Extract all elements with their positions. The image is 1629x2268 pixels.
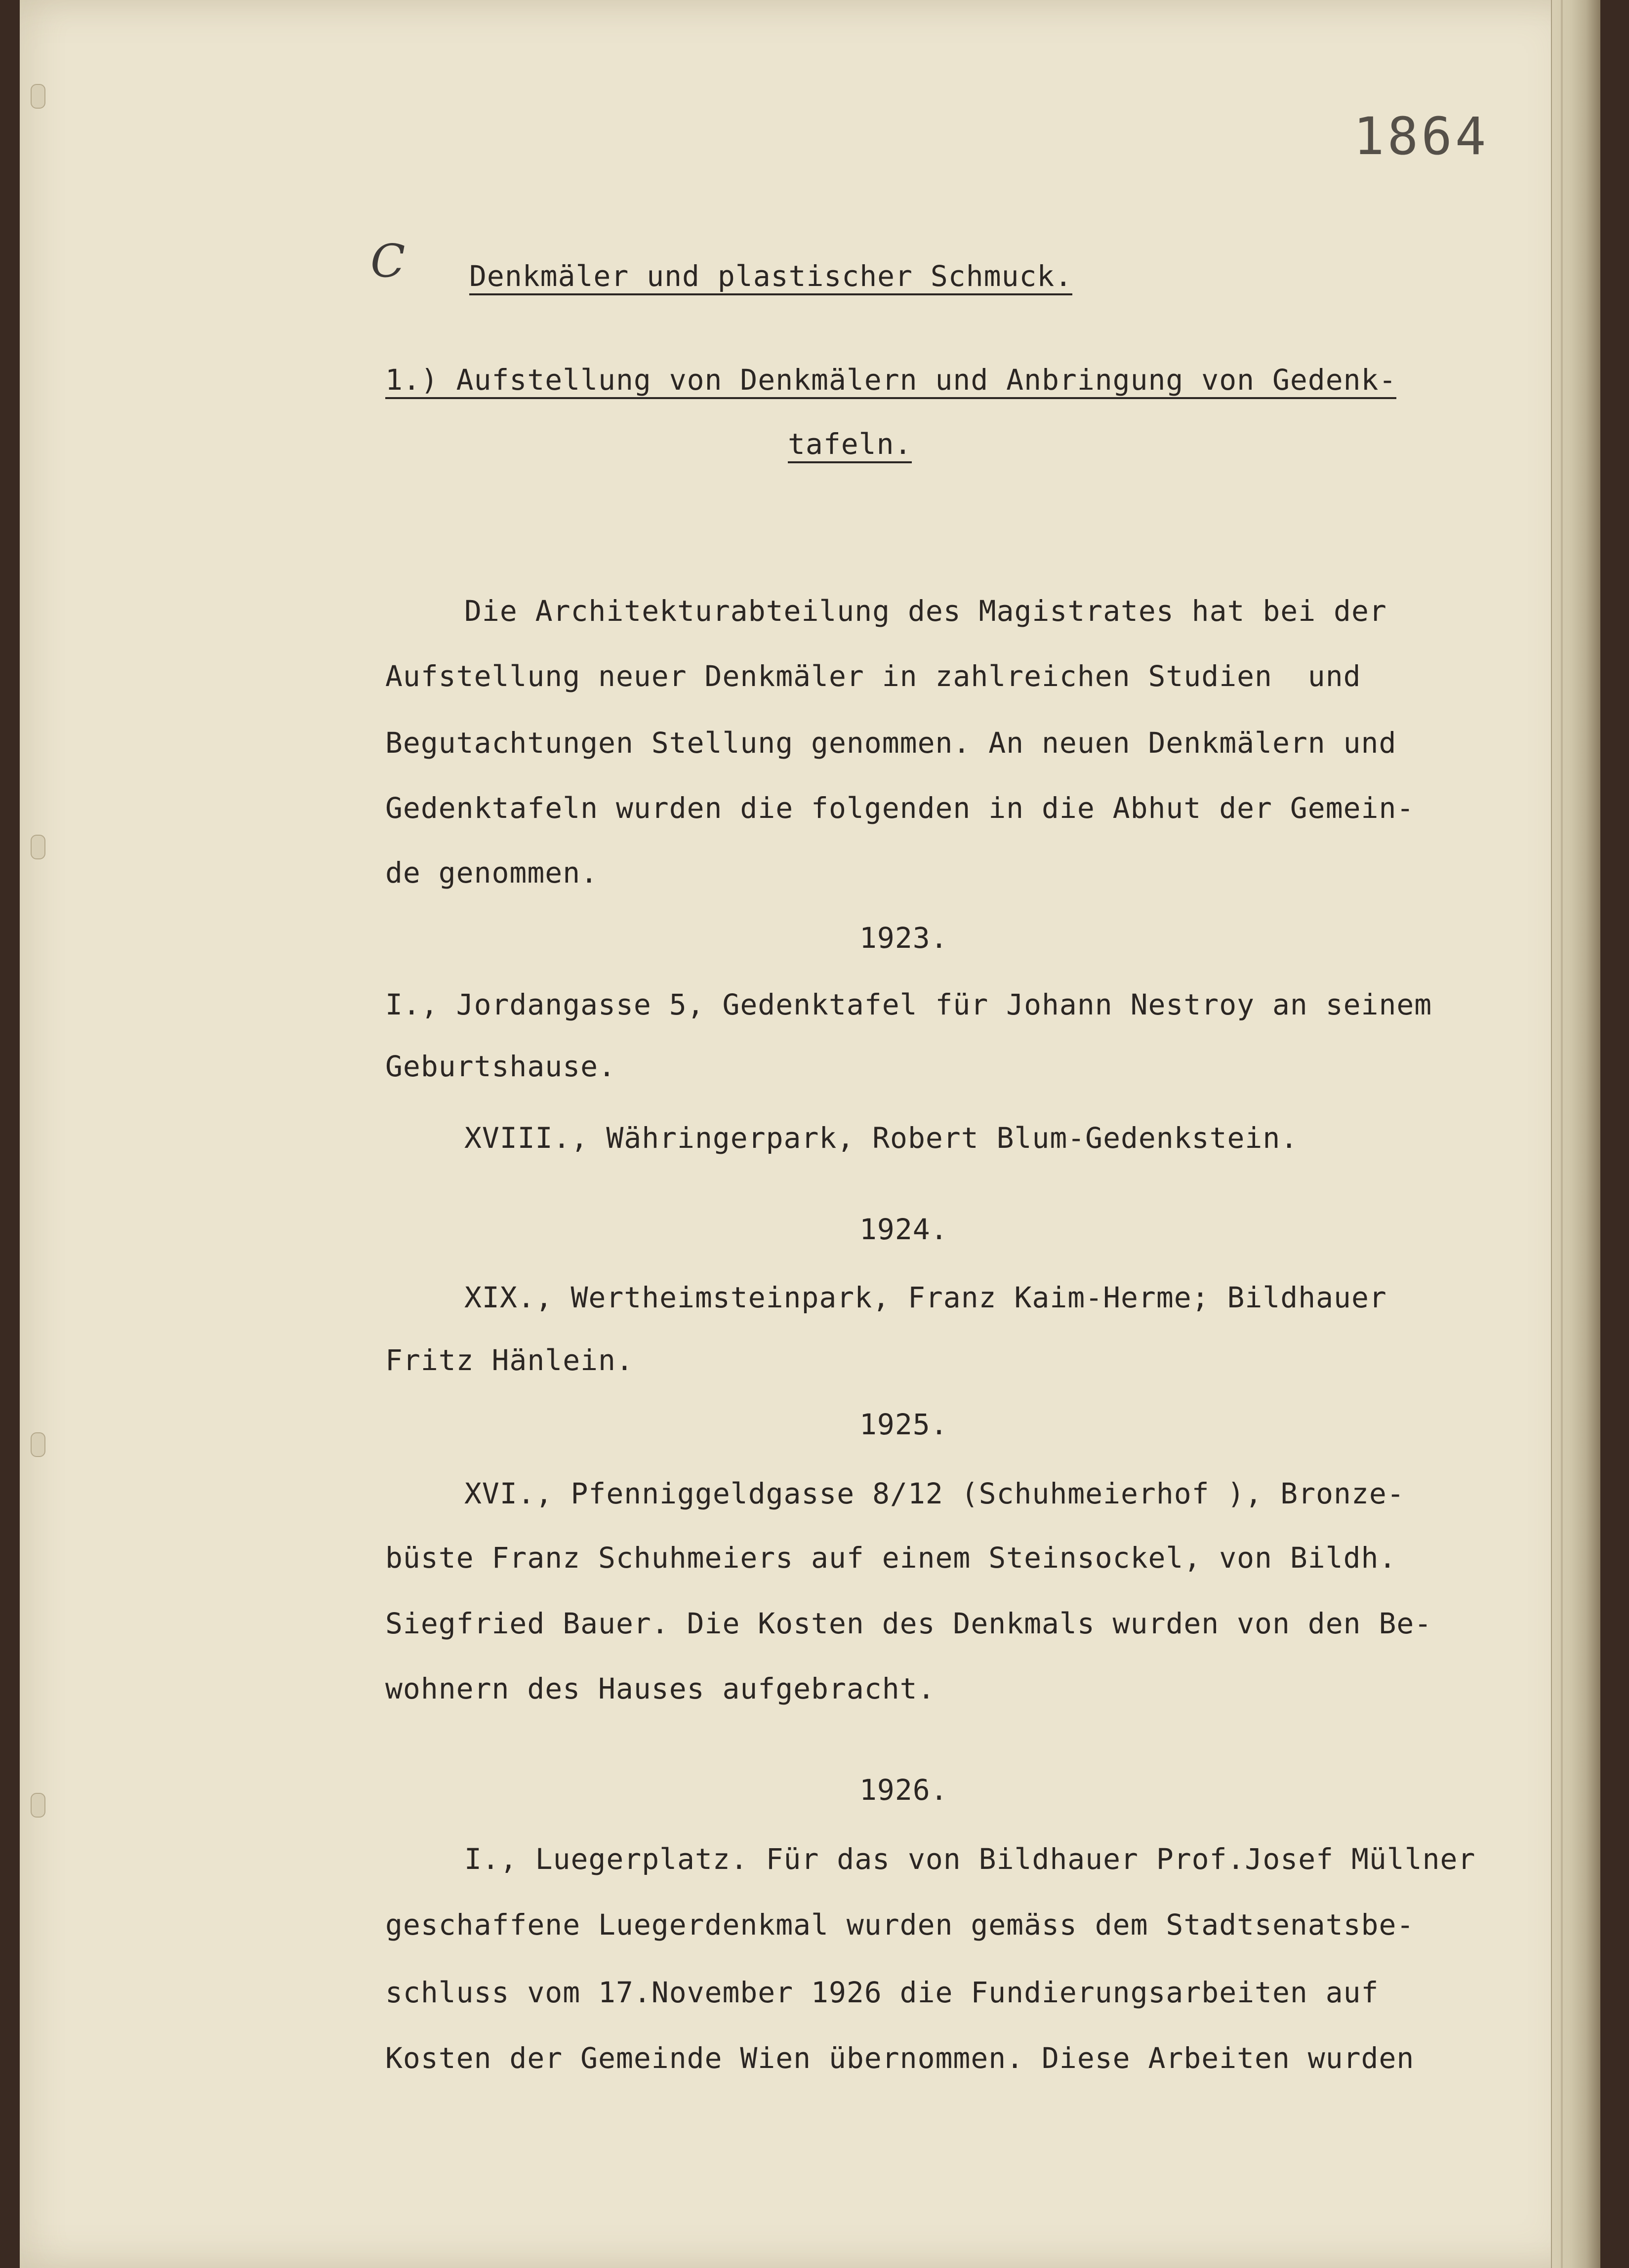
punch-hole [31, 835, 45, 859]
entry-line: Siegfried Bauer. Die Kosten des Denkmals wurden von den Be- [385, 1607, 1432, 1640]
year-heading-1925: 1925. [859, 1408, 948, 1441]
entry-line: I., Jordangasse 5, Gedenktafel für Johann Nestroy an seinem [385, 988, 1432, 1021]
entry-line: XVIII., Währingerpark, Robert Blum-Gedenkstein. [464, 1121, 1299, 1155]
intro-line: Die Architekturabteilung des Magistrates hat bei der [464, 594, 1387, 628]
document-page [20, 0, 1600, 2268]
entry-line: Kosten der Gemeinde Wien übernommen. Diese Arbeiten wurden [385, 2041, 1415, 2075]
intro-line: de genommen. [385, 856, 599, 890]
entry-line: geschaffene Luegerdenkmal wurden gemäss dem Stadtsenatsbe- [385, 1908, 1415, 1942]
subheading-line-1: 1.) Aufstellung von Denkmälern und Anbringung von Gedenk- [385, 365, 1396, 399]
intro-line: Gedenktafeln wurden die folgenden in die Abhut der Gemein- [385, 791, 1415, 825]
year-heading-1923: 1923. [859, 921, 948, 955]
entry-line: Geburtshause. [385, 1050, 616, 1083]
entry-line: wohnern des Hauses aufgebracht. [385, 1672, 936, 1705]
year-heading-1924: 1924. [859, 1213, 948, 1246]
entry-line: XVI., Pfenniggeldgasse 8/12 (Schuhmeierhof ), Bronze- [464, 1477, 1405, 1510]
entry-line: schluss vom 17.November 1926 die Fundierungsarbeiten auf [385, 1976, 1379, 2009]
subheading-line-2: tafeln. [788, 430, 912, 463]
year-heading-1926: 1926. [859, 1773, 948, 1807]
punch-hole [31, 1793, 45, 1818]
intro-line: Begutachtungen Stellung genommen. An neuen Denkmälern und [385, 726, 1397, 760]
intro-line: Aufstellung neuer Denkmäler in zahlreichen Studien und [385, 659, 1361, 693]
punch-hole [31, 84, 45, 109]
entry-line: Fritz Hänlein. [385, 1343, 634, 1377]
page-edge [1551, 0, 1600, 2268]
entry-line: I., Luegerplatz. Für das von Bildhauer Prof.Josef Müllner [464, 1842, 1476, 1876]
page-number: 1864 [1353, 106, 1489, 166]
punch-hole [31, 1432, 45, 1457]
entry-line: XIX., Wertheimsteinpark, Franz Kaim-Herme; Bildhauer [464, 1281, 1387, 1314]
section-letter: C [370, 235, 406, 287]
section-heading: Denkmäler und plastischer Schmuck. [469, 262, 1072, 295]
entry-line: büste Franz Schuhmeiers auf einem Steinsockel, von Bildh. [385, 1541, 1397, 1575]
